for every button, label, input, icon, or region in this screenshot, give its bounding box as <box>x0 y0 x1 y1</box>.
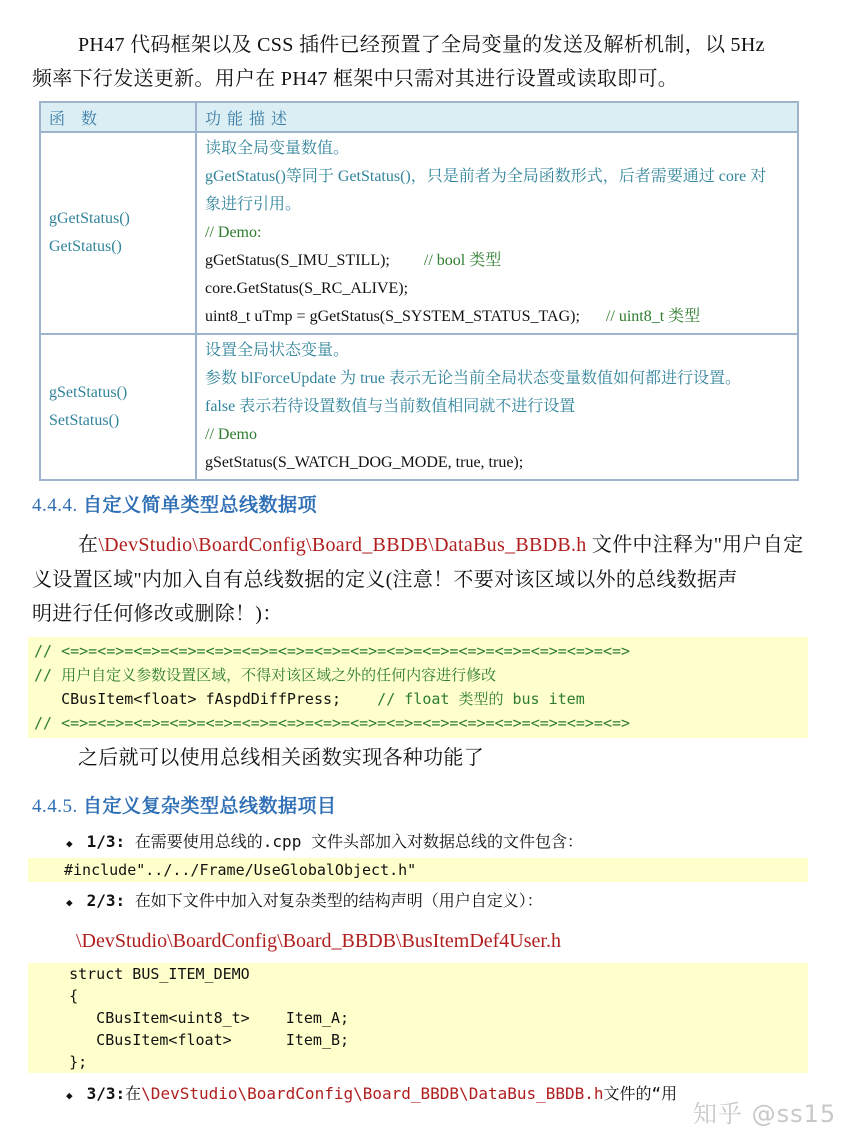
code-line: }; <box>42 1053 88 1071</box>
code-line: struct BUS_ITEM_DEMO <box>42 965 250 983</box>
code-comment: // 用户自定义参数设置区域，不得对该区域之外的任何内容进行修改 <box>34 666 497 684</box>
file-path: \DevStudio\BoardConfig\Board_BBDB\DataBus_BBDB.h <box>141 1084 604 1103</box>
desc-line: 设置全局状态变量。 <box>205 342 350 359</box>
table-row <box>40 132 798 334</box>
table-header-row <box>40 102 798 132</box>
watermark: 知乎 @ss15 <box>693 1100 837 1128</box>
code-text: CBusItem<float> fAspdDiffPress; <box>34 690 378 708</box>
bullet-icon: ◆ <box>66 837 73 850</box>
column-header-description: 功能描述 <box>196 102 798 132</box>
desc-line: 参数 blForceUpdate 为 true 表示无论当前全局状态变量数值如何都进行设置。 <box>205 370 741 387</box>
code-text: uint8_t uTmp = gGetStatus(S_SYSTEM_STATUS_TAG); <box>205 308 580 325</box>
step-text: 在如下文件中加入对复杂类型的结构声明（用户自定义）： <box>125 891 543 910</box>
bullet-icon: ◆ <box>66 1089 73 1102</box>
section-number: 4.4.4. <box>32 495 78 516</box>
code-comment: // bool 类型 <box>423 252 502 269</box>
column-header-function: 函 数 <box>40 102 196 132</box>
section-number: 4.4.5. <box>32 796 78 817</box>
para-text: 文件中注释为"用户自定 <box>586 534 804 556</box>
desc-line: gGetStatus()等同于 GetStatus()，只是前者为全局函数形式，后者需要通过 core 对 <box>205 168 767 185</box>
code-line <box>28 687 808 711</box>
code-line: CBusItem<uint8_t> Item_A; <box>42 1009 350 1027</box>
step-text: 文件的“用 <box>603 1084 678 1103</box>
code-line: { <box>42 987 79 1005</box>
section-444-para-line-3: 明进行任何修改或删除！)： <box>32 603 283 625</box>
step-label: 2/3: <box>86 891 126 910</box>
function-name-cell <box>40 334 196 480</box>
table-row <box>40 334 798 480</box>
code-line <box>205 247 789 275</box>
intro-line-2: 频率下行发送更新。用户在 PH47 框架中只需对其进行设置或读取即可。 <box>32 68 679 90</box>
section-heading-445 <box>32 791 337 818</box>
code-line <box>205 449 789 477</box>
function-name: gGetStatus() <box>49 210 130 227</box>
section-title: 自定义复杂类型总线数据项目 <box>83 796 337 817</box>
code-text: gGetStatus(S_IMU_STILL); <box>205 252 390 269</box>
demo-comment: // Demo <box>205 426 257 443</box>
function-name: gSetStatus() <box>49 384 128 401</box>
code-block-struct <box>28 963 808 1073</box>
code-separator: // <=>=<=>=<=>=<=>=<=>=<=>=<=>=<=>=<=>=<=>=<=>=<=>=<=>=<=>=<=>=<=> <box>34 642 631 660</box>
intro-line-1: PH47 代码框架以及 CSS 插件已经预置了全局变量的发送及解析机制，以 5Hz <box>78 34 765 56</box>
include-line: #include"../../Frame/UseGlobalObject.h" <box>64 861 417 879</box>
code-comment: // uint8_t 类型 <box>605 308 701 325</box>
section-heading-444 <box>32 490 317 517</box>
step-3 <box>66 1081 677 1109</box>
section-444-para-line-2: 义设置区域"内加入自有总线数据的定义(注意！不要对该区域以外的总线数据声 <box>32 569 738 591</box>
code-separator: // <=>=<=>=<=>=<=>=<=>=<=>=<=>=<=>=<=>=<=>=<=>=<=>=<=>=<=>=<=>=<=> <box>34 714 631 732</box>
file-path-busitemdef: \DevStudio\BoardConfig\Board_BBDB\BusItemDef4User.h <box>76 930 561 952</box>
para-text: 在 <box>78 534 99 556</box>
code-line <box>205 275 789 303</box>
code-line <box>205 303 789 331</box>
section-444-after: 之后就可以使用总线相关函数实现各种功能了 <box>78 747 484 769</box>
bullet-icon: ◆ <box>66 896 73 909</box>
section-444-para-line-1 <box>78 528 803 562</box>
step-1 <box>66 829 583 857</box>
step-label: 3/3: <box>86 1084 126 1103</box>
desc-line: 读取全局变量数值。 <box>205 140 350 157</box>
function-table <box>39 101 799 481</box>
function-name: GetStatus() <box>49 238 122 255</box>
code-text: core.GetStatus(S_RC_ALIVE); <box>205 280 409 297</box>
demo-comment: // Demo: <box>205 224 262 241</box>
step-text: 在 <box>125 1084 142 1103</box>
function-name-cell <box>40 132 196 334</box>
description-cell <box>196 334 798 480</box>
code-block-databus <box>28 637 808 738</box>
file-path: \DevStudio\BoardConfig\Board_BBDB\DataBus_BBDB.h <box>98 534 587 556</box>
desc-line: 象进行引用。 <box>205 196 302 213</box>
function-name: SetStatus() <box>49 412 120 429</box>
desc-line: false 表示若待设置数值与当前数值相同就不进行设置 <box>205 398 576 415</box>
step-label: 1/3: <box>86 832 126 851</box>
code-text: gSetStatus(S_WATCH_DOG_MODE, true, true); <box>205 454 524 471</box>
code-block-include <box>28 858 808 882</box>
section-title: 自定义简单类型总线数据项 <box>83 495 318 516</box>
step-2 <box>66 888 543 916</box>
code-comment: // float 类型的 bus item <box>377 690 585 708</box>
code-line: CBusItem<float> Item_B; <box>42 1031 350 1049</box>
description-cell <box>196 132 798 334</box>
step-text: 在需要使用总线的.cpp 文件头部加入对数据总线的文件包含： <box>125 832 583 851</box>
